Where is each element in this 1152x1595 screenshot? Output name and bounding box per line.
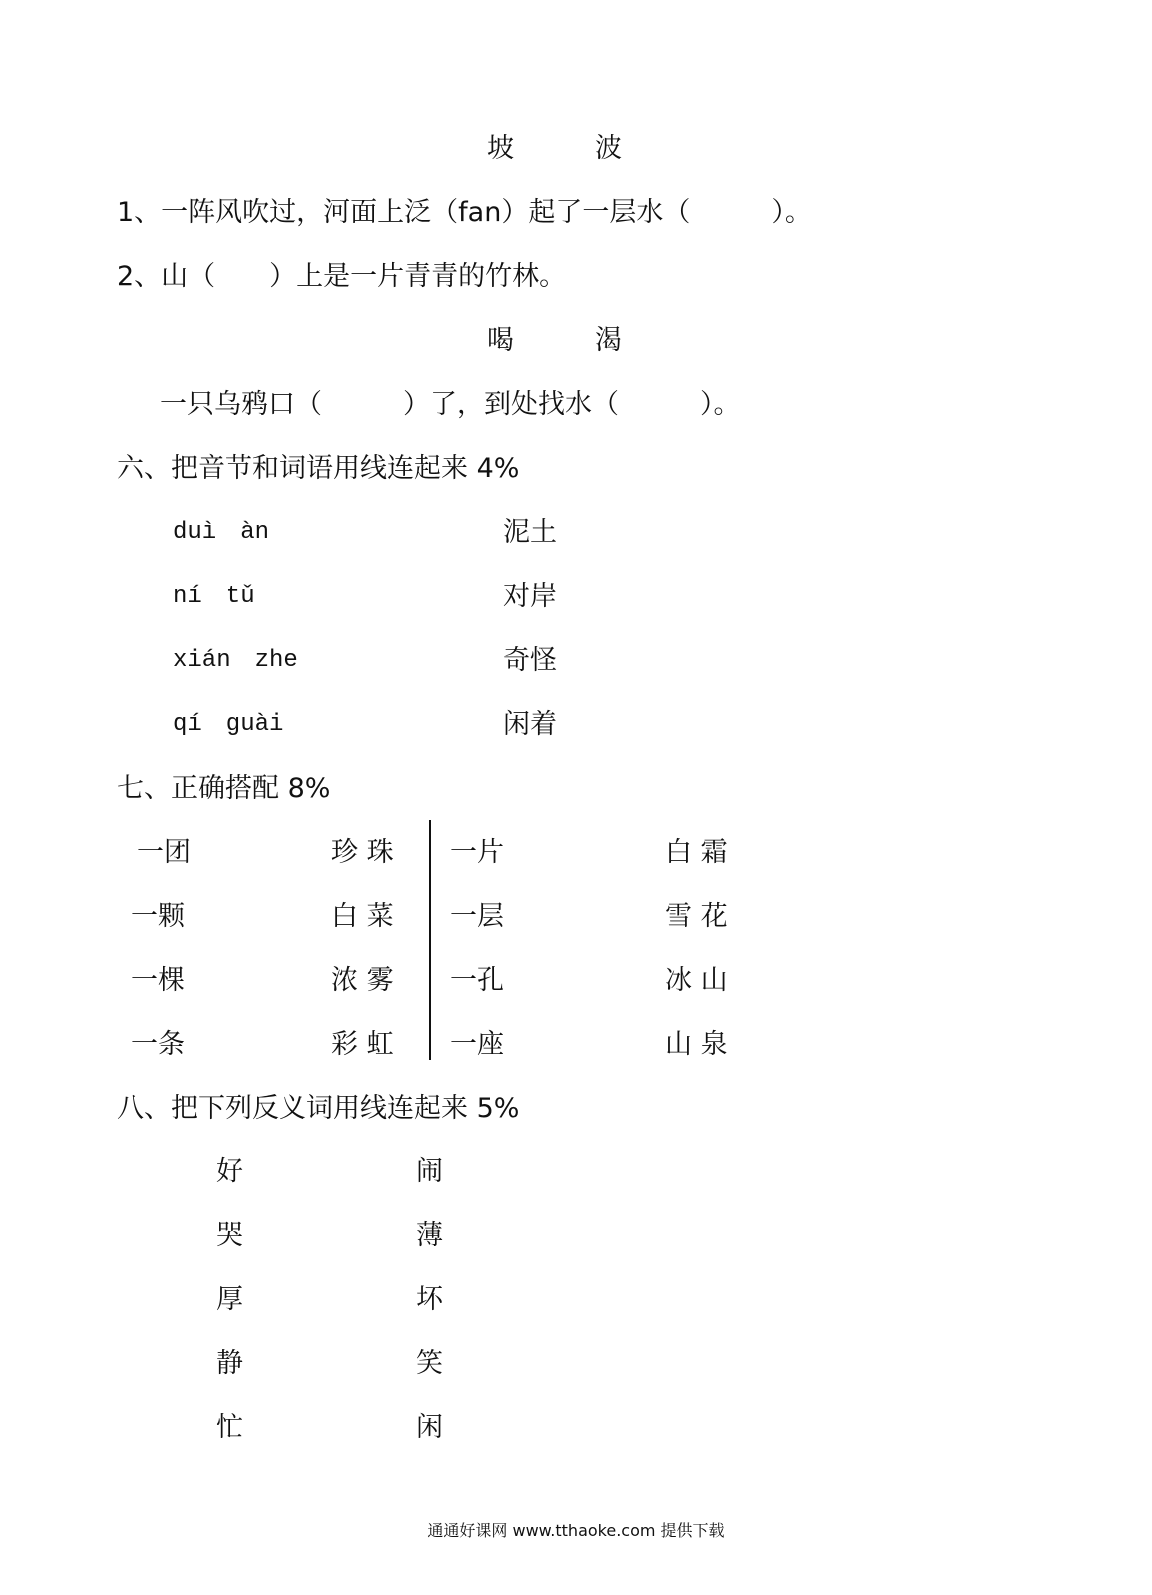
footer-credit: 通通好课网 www.tthaoke.com 提供下载 — [427, 1521, 725, 1540]
antonym-left: 忙 — [216, 1412, 243, 1443]
measure-word-right: 一孔 — [450, 965, 504, 996]
heading-po-bo: 坡 波 — [487, 133, 622, 164]
noun-left: 浓 雾 — [331, 965, 394, 996]
antonym-left: 静 — [216, 1348, 243, 1379]
pinyin-item: xián zhe — [173, 647, 298, 674]
word-item: 奇怪 — [503, 645, 557, 676]
noun-right: 白 霜 — [665, 837, 728, 868]
divider-line — [429, 820, 431, 1060]
antonym-right: 闹 — [416, 1156, 443, 1187]
pinyin-item: duì àn — [173, 519, 270, 546]
question-crow: 一只乌鸦口（ ）了，到处找水（ ）。 — [160, 389, 741, 420]
measure-word-left: 一颗 — [131, 901, 185, 932]
heading-he-ke: 喝 渴 — [487, 325, 622, 356]
word-item: 泥土 — [503, 517, 557, 548]
antonym-left: 好 — [216, 1156, 243, 1187]
noun-right: 冰 山 — [665, 965, 728, 996]
measure-word-left: 一条 — [131, 1029, 185, 1060]
antonym-left: 厚 — [216, 1284, 243, 1315]
measure-word-right: 一片 — [450, 837, 504, 868]
antonym-right: 笑 — [416, 1348, 443, 1379]
noun-right: 雪 花 — [665, 901, 728, 932]
antonym-right: 薄 — [416, 1220, 443, 1251]
noun-right: 山 泉 — [665, 1029, 728, 1060]
noun-left: 白 菜 — [331, 901, 394, 932]
antonym-right: 坏 — [416, 1284, 443, 1315]
noun-left: 珍 珠 — [331, 837, 394, 868]
section-6-title: 六、把音节和词语用线连起来 4% — [117, 453, 520, 484]
pinyin-item: qí guài — [173, 711, 284, 738]
antonym-left: 哭 — [216, 1220, 243, 1251]
section-8-title: 八、把下列反义词用线连起来 5% — [117, 1093, 520, 1124]
antonym-right: 闲 — [416, 1412, 443, 1443]
section-7-title: 七、正确搭配 8% — [117, 773, 331, 804]
word-item: 闲着 — [503, 709, 557, 740]
measure-word-right: 一座 — [450, 1029, 504, 1060]
measure-word-right: 一层 — [450, 901, 504, 932]
word-item: 对岸 — [503, 581, 557, 612]
measure-word-left: 一棵 — [131, 965, 185, 996]
question-2: 2、山（ ）上是一片青青的竹林。 — [117, 261, 567, 292]
pinyin-item: ní tǔ — [173, 583, 255, 610]
measure-word-left: 一团 — [137, 837, 191, 868]
noun-left: 彩 虹 — [331, 1029, 394, 1060]
question-1: 1、一阵风吹过，河面上泛（fan）起了一层水（ ）。 — [117, 197, 812, 228]
